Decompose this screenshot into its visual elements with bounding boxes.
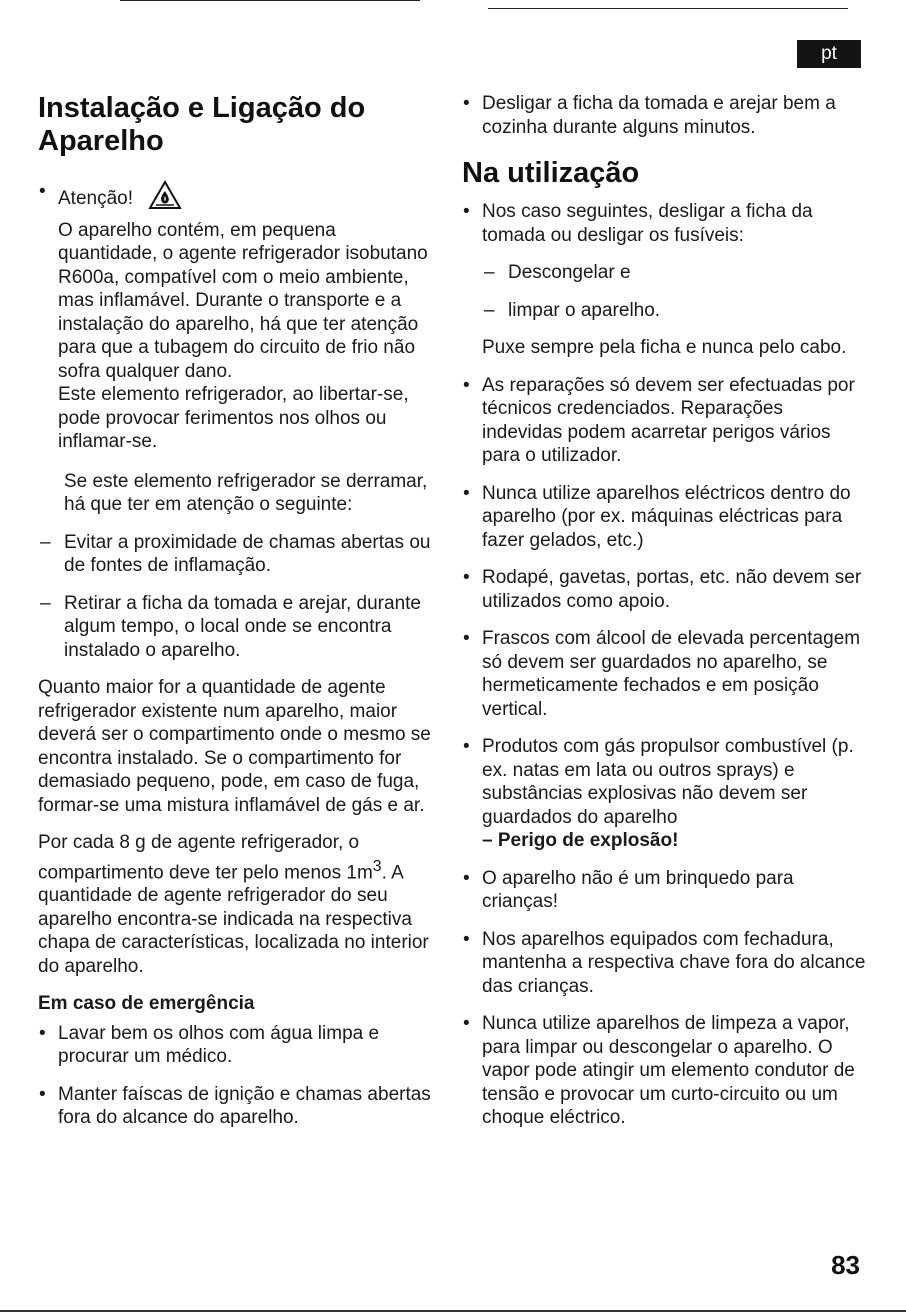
top-rule-left xyxy=(120,0,420,1)
right-column xyxy=(462,92,866,1144)
attention-text: O aparelho contém, em pequena quantidade, o agente refrigerador isobutano R600a, compatível com o meio ambiente, mas inflamável. Durante o transporte e a instalação do aparelho, há que ter atenção para que a tubagem do circuito de frio não sofra qualquer dano. xyxy=(58,219,428,382)
top-rule-right xyxy=(488,8,848,9)
safety-item: • As reparações só devem ser efectuadas por técnicos credenciados. Reparações indevidas podem acarretar perigos vários para o utilizador. xyxy=(463,374,855,466)
attention-label: Atenção! xyxy=(58,188,133,209)
safety-item: • O aparelho não é um brinquedo para crianças! xyxy=(463,867,794,912)
spill-text: Se este elemento refrigerador se derramar, há que ter em atenção o seguinte: xyxy=(64,470,428,515)
dash-item: – limpar o aparelho. xyxy=(484,299,661,321)
flammable-warning-icon xyxy=(148,180,182,210)
emergency-item: • Manter faíscas de ignição e chamas abertas fora do alcance do aparelho. xyxy=(39,1083,431,1129)
attention-text-2: Este elemento refrigerador, ao libertar-se, pode provocar ferimentos nos olhos ou inflamar-se. xyxy=(58,384,409,452)
usage-intro-item: • Nos caso seguintes, desligar a ficha da tomada ou desligar os fusíveis: xyxy=(463,201,813,246)
safety-item: • Rodapé, gavetas, portas, etc. não devem ser utilizados como apoio. xyxy=(463,567,862,612)
safety-item: • Frascos com álcool de elevada percentagem só devem ser guardados no aparelho, se hermeticamente fechados e em posição vertical. xyxy=(463,628,861,720)
safety-item: • Nos aparelhos equipados com fechadura, mantenha a respectiva chave fora do alcance das crianças. xyxy=(463,928,866,997)
usage-title: Na utilização xyxy=(462,157,640,189)
explosion-warning: – Perigo de explosão! xyxy=(482,830,679,851)
installation-title: Instalação e Ligação do Aparelho xyxy=(38,92,366,157)
page-number: 83 xyxy=(831,1250,860,1280)
dash-item: – Evitar a proximidade de chamas abertas ou de fontes de inflamação. xyxy=(40,531,431,576)
bottom-rule xyxy=(0,1310,906,1312)
plug-note: Puxe sempre pela ficha e nunca pelo cabo. xyxy=(482,337,847,358)
refrigerant-volume-paragraph: Por cada 8 g de agente refrigerador, o compartimento deve ter pelo menos $1m^3$. A quantidade de agente refrigerador do seu aparelho encontra-se indicada na respectiva chapa de características, localizada no interior do aparelho. xyxy=(38,832,429,977)
safety-item: • Nunca utilize aparelhos eléctricos dentro do aparelho (por ex. máquinas eléctricas para fazer gelados, etc.) xyxy=(463,482,851,551)
refrigerant-quantity-paragraph: Quanto maior for a quantidade de agente refrigerador existente num aparelho, maior deverá ser o compartimento onde o mesmo se encontra instalado. Se o compartimento for demasiado pequeno, pode, em caso de fuga, formar-se uma mistura inflamável de gás e ar. xyxy=(38,677,431,816)
emergency-title: Em caso de emergência xyxy=(38,993,255,1015)
safety-item: • Nunca utilize aparelhos de limpeza a vapor, para limpar ou descongelar o aparelho. O vapor pode atingir um elemento condutor de tensão e provocar um curto-circuito ou um choque eléctrico. xyxy=(463,1013,855,1128)
dash-item: – Retirar a ficha da tomada e arejar, durante algum tempo, o local onde se encontra instalado o aparelho. xyxy=(40,592,421,661)
bullet: • xyxy=(39,181,46,202)
dash-item: – Descongelar e xyxy=(484,262,631,283)
emergency-item: • Lavar bem os olhos com água limpa e procurar um médico. xyxy=(39,1022,380,1068)
attention-item xyxy=(38,180,438,211)
propellant-item: • Produtos com gás propulsor combustível (p. ex. natas em lata ou outros sprays) e substâncias explosivas não devem ser guardados do aparelho – Perigo de explosão! xyxy=(463,736,854,851)
language-badge: pt xyxy=(797,40,861,68)
left-column xyxy=(38,92,438,1144)
ventilate-item: • Desligar a ficha da tomada e arejar bem a cozinha durante alguns minutos. xyxy=(463,93,836,138)
